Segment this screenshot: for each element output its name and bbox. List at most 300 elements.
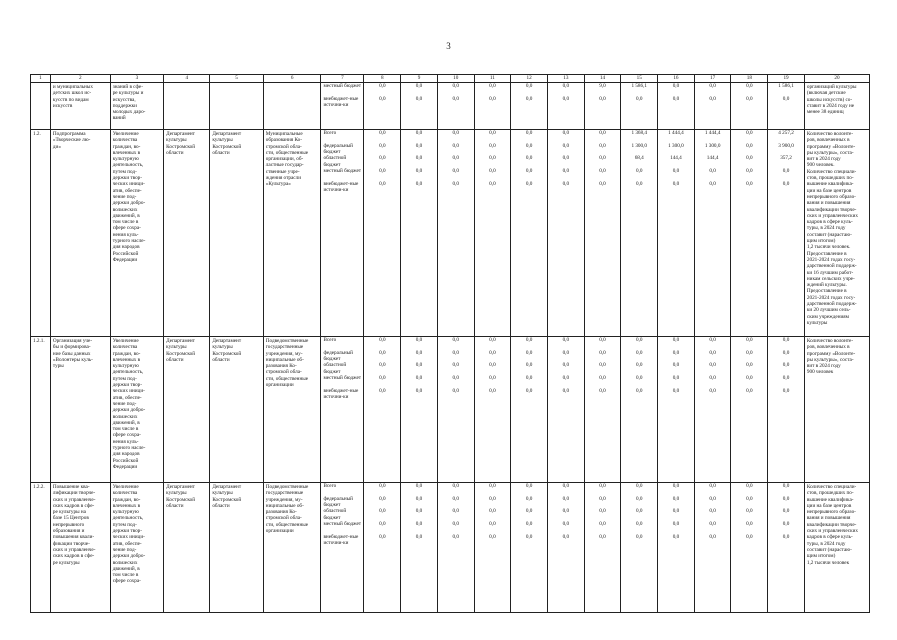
amount-value: 0,0	[672, 387, 680, 394]
header-cell: 18	[731, 75, 768, 83]
amount-value: 0,0	[489, 130, 496, 136]
amount-value: 0,0	[379, 495, 386, 502]
amount-value: 0,0	[746, 155, 753, 162]
amount-cell	[621, 483, 658, 613]
amount-cell	[768, 483, 805, 613]
amount-value: 1 586,1	[631, 83, 647, 89]
amount-value: 3 900,0	[778, 142, 794, 149]
amount-cell	[768, 130, 805, 337]
amount-value: 0,0	[562, 337, 570, 343]
amount-value: 0,0	[562, 130, 570, 136]
amount-value: 0,0	[452, 533, 459, 540]
table-row	[31, 483, 870, 613]
amount-value: 0,0	[415, 142, 423, 149]
amount-value: 0,0	[782, 362, 790, 369]
amount-cell	[547, 337, 584, 483]
row-number-cell	[31, 483, 51, 613]
task-name-cell-text: Организация уче- бы и формирова- ние базы данных «Волонтеры куль- туры	[52, 338, 93, 370]
amount-value: 0,0	[709, 483, 716, 489]
funding-source-cell	[321, 483, 364, 613]
coexecutor-cell	[210, 130, 263, 337]
amount-value: 0,0	[672, 349, 680, 356]
amount-value: 144,4	[706, 155, 719, 162]
amount-value: 0,0	[746, 349, 753, 356]
header-cell: 15	[621, 75, 658, 83]
header-cell: 12	[511, 75, 548, 83]
amount-value: 0,0	[452, 508, 459, 515]
amount-value: 0,0	[635, 362, 643, 369]
amount-value: 0,0	[672, 83, 680, 89]
amount-value: 0,0	[599, 168, 606, 175]
result-cell	[804, 483, 869, 613]
responsible-cell-text: Департамент культуры Костромской области	[166, 484, 196, 509]
amount-value: 0,0	[379, 508, 386, 515]
amount-value: 0,0	[415, 521, 423, 528]
amount-cell	[731, 130, 768, 337]
amount-value: 0,0	[746, 180, 753, 187]
task-name-cell	[50, 483, 110, 613]
funding-source-label: федеральный бюджет	[323, 495, 353, 508]
amount-value: 0,0	[489, 495, 496, 502]
amount-value: 0,0	[746, 337, 753, 343]
amount-value: 0,0	[782, 521, 790, 528]
amount-value: 1 300,0	[631, 142, 647, 149]
amount-value: 0,0	[415, 495, 423, 502]
amount-value: 0,0	[489, 387, 496, 394]
amount-value: 0,0	[452, 83, 459, 89]
amount-value: 0,0	[709, 83, 716, 89]
amount-value: 0,0	[489, 483, 496, 489]
amount-value: 0,0	[672, 337, 680, 343]
amount-cell	[731, 83, 768, 130]
amount-value: 0,0	[379, 387, 386, 394]
amount-cell	[694, 483, 731, 613]
amount-value: 1 586,1	[778, 83, 794, 89]
amount-cell	[658, 130, 695, 337]
table-row	[31, 337, 870, 483]
amount-value: 0,0	[379, 349, 386, 356]
objective-cell	[110, 83, 163, 130]
amount-cell	[437, 130, 474, 337]
page-number: 3	[446, 41, 451, 51]
amount-value: 0,0	[525, 155, 533, 162]
amount-value: 0,0	[452, 168, 459, 175]
amount-cell	[474, 130, 511, 337]
amount-value: 0,0	[782, 533, 790, 540]
participants-cell	[263, 337, 321, 483]
amount-cell	[364, 83, 401, 130]
row-number-cell	[31, 337, 51, 483]
header-cell: 8	[364, 75, 401, 83]
funding-source-label: внебюджет-ные источни-ки	[323, 387, 359, 401]
header-cell: 11	[474, 75, 511, 83]
amount-value: 0,0	[379, 155, 386, 162]
funding-source-label: федеральный бюджет	[323, 142, 353, 155]
amount-cell	[621, 83, 658, 130]
amount-value: 357,2	[780, 155, 792, 162]
amount-cell	[474, 83, 511, 130]
amount-value: 0,0	[746, 168, 753, 175]
amount-value: 0,0	[562, 142, 570, 149]
amount-cell	[694, 130, 731, 337]
amount-value: 0,0	[672, 508, 680, 515]
amount-value: 0,0	[599, 349, 606, 356]
participants-cell	[263, 130, 321, 337]
header-cell: 13	[547, 75, 584, 83]
funding-source-label: местный бюджет	[323, 83, 362, 89]
amount-value: 0,0	[746, 508, 753, 515]
amount-value: 0,0	[672, 533, 680, 540]
participants-cell-text: Муниципальные образования Ко- стромской обла- сти, общественные организации, об- ластные государ- ственные учре- ждения отрасли «Культура»	[265, 131, 309, 188]
amount-value: 0,0	[599, 495, 606, 502]
task-name-cell	[50, 337, 110, 483]
amount-value: 0,0	[452, 495, 459, 502]
amount-value: 0,0	[709, 337, 716, 343]
amount-value: 0,0	[525, 508, 533, 515]
amount-value: 0,0	[635, 180, 643, 187]
amount-cell	[401, 337, 438, 483]
budget-table	[30, 74, 870, 613]
funding-source-label: областной бюджет	[323, 362, 347, 375]
amount-value: 0,0	[452, 483, 459, 489]
responsible-cell	[164, 83, 210, 130]
result-cell-text: Количество специали- стов, прошедших по- вышение квалифика- ции на базе центров непрерывного образо- вания и повышения квалификации творче- ских и управленческих кадров в сфере куль- туры, в 2024 году составит (нарастаю- щим итогом) 1,2 тысячи человек	[806, 484, 859, 566]
amount-value: 0,0	[489, 337, 496, 343]
amount-value: 0,0	[452, 142, 459, 149]
funding-source-cell	[321, 130, 364, 337]
amount-cell	[437, 337, 474, 483]
amount-value: 0,0	[562, 495, 570, 502]
amount-value: 0,0	[599, 362, 606, 369]
amount-value: 0,0	[635, 483, 643, 489]
amount-value: 0,0	[709, 387, 716, 394]
header-cell: 5	[210, 75, 263, 83]
amount-value: 0,0	[782, 375, 790, 382]
amount-value: 0,0	[599, 142, 606, 149]
objective-cell	[110, 130, 163, 337]
amount-value: 0,0	[635, 495, 643, 502]
funding-source-label: Всего	[323, 130, 337, 136]
amount-value: 0,0	[635, 337, 643, 343]
result-cell	[804, 130, 869, 337]
amount-value: 0,0	[415, 533, 423, 540]
amount-cell	[621, 130, 658, 337]
amount-value: 0,0	[525, 349, 533, 356]
header-cell: 14	[584, 75, 621, 83]
amount-value: 0,0	[525, 387, 533, 394]
amount-value: 0,0	[782, 495, 790, 502]
funding-source-label: областной бюджет	[323, 155, 347, 168]
amount-value: 0,0	[489, 508, 496, 515]
amount-value: 0,0	[672, 180, 680, 187]
amount-value: 0,0	[489, 168, 496, 175]
responsible-cell-text: Департамент культуры Костромской области	[166, 131, 196, 156]
result-cell-text: Количество волонте- ров, вовлеченных в программу «Волонте- ры культуры», соста- вит в 2024 году 900 человек	[806, 338, 856, 376]
amount-value: 0,0	[672, 375, 680, 382]
amount-value: 0,0	[709, 375, 716, 382]
amount-value: 0,0	[746, 521, 753, 528]
amount-value: 0,0	[379, 83, 386, 89]
funding-source-cell	[321, 83, 364, 130]
objective-cell-text: Увеличение количества граждан, во- влеченных в культурную деятельность, путем под- держки твор- ческих иници- атив, обеспе- чение под- держки добро- вольческих движений, в том числе в сфере сохра- нения куль- турного насле- дия народов Российской Федерации	[112, 338, 146, 470]
amount-value: 0,0	[709, 362, 716, 369]
amount-value: 0,0	[782, 508, 790, 515]
amount-value: 0,0	[452, 521, 459, 528]
amount-value: 0,0	[672, 362, 680, 369]
amount-value: 0,0	[525, 362, 533, 369]
amount-cell	[694, 337, 731, 483]
amount-cell	[621, 337, 658, 483]
header-row	[31, 75, 870, 83]
amount-value: 0,0	[525, 375, 533, 382]
amount-value: 0,0	[599, 155, 606, 162]
funding-source-cell	[321, 337, 364, 483]
amount-value: 0,0	[562, 533, 570, 540]
amount-value: 0,0	[562, 387, 570, 394]
amount-value: 0,0	[635, 95, 643, 102]
amount-value: 0,0	[489, 155, 496, 162]
amount-cell	[584, 337, 621, 483]
header-cell: 3	[110, 75, 163, 83]
amount-value: 9,0	[599, 83, 606, 89]
amount-value: 0,0	[709, 495, 716, 502]
amount-value: 0,0	[782, 483, 790, 489]
amount-value: 0,0	[452, 375, 459, 382]
amount-value: 0,0	[379, 142, 386, 149]
amount-cell	[511, 483, 548, 613]
amount-value: 0,0	[599, 130, 606, 136]
amount-value: 0,0	[709, 533, 716, 540]
objective-cell	[110, 483, 163, 613]
amount-cell	[768, 83, 805, 130]
amount-value: 0,0	[525, 142, 533, 149]
funding-source-label: внебюджет-ные источни-ки	[323, 95, 359, 108]
funding-source-label: Всего	[323, 337, 337, 343]
funding-source-label: внебюджет-ные источни-ки	[323, 180, 359, 194]
amount-cell	[401, 83, 438, 130]
amount-value: 0,0	[452, 130, 459, 136]
amount-cell	[768, 337, 805, 483]
amount-value: 0,0	[599, 483, 606, 489]
table-row-continuation	[31, 83, 870, 130]
amount-cell	[658, 483, 695, 613]
amount-value: 0,0	[709, 95, 716, 102]
header-cell: 9	[401, 75, 438, 83]
amount-value: 0,0	[635, 521, 643, 528]
amount-value: 0,0	[709, 521, 716, 528]
amount-value: 0,0	[599, 95, 606, 102]
task-name-cell	[50, 83, 110, 130]
funding-source-label: областной бюджет	[323, 508, 347, 521]
amount-value: 0,0	[525, 337, 533, 343]
amount-value: 0,0	[562, 483, 570, 489]
amount-value: 0,0	[379, 362, 386, 369]
coexecutor-cell	[210, 337, 263, 483]
responsible-cell	[164, 337, 210, 483]
amount-value: 0,0	[489, 362, 496, 369]
amount-value: 0,0	[379, 337, 386, 343]
amount-value: 0,0	[489, 83, 496, 89]
amount-value: 0,0	[415, 483, 423, 489]
amount-value: 0,0	[782, 349, 790, 356]
funding-source-label: федеральный бюджет	[323, 349, 353, 362]
amount-value: 0,0	[489, 180, 496, 187]
amount-value: 0,0	[562, 83, 570, 89]
amount-value: 0,0	[672, 495, 680, 502]
amount-value: 4 257,2	[778, 130, 794, 136]
amount-value: 0,0	[672, 95, 680, 102]
amount-value: 0,0	[525, 521, 533, 528]
task-name-cell-text: и муниципальных детских школ ис- кусств по видам искусств	[52, 84, 93, 109]
amount-value: 0,0	[489, 142, 496, 149]
amount-value: 0,0	[525, 168, 533, 175]
responsible-cell-text: Департамент культуры Костромской области	[166, 338, 196, 363]
amount-value: 0,0	[525, 95, 533, 102]
amount-value: 0,0	[415, 155, 423, 162]
header-cell: 19	[768, 75, 805, 83]
amount-value: 0,0	[746, 387, 753, 394]
objective-cell-text: Увеличение количества граждан, во- влеченных в культурную деятельность, путем под- держки твор- ческих иници- атив, обеспе- чение под- держки добро- вольческих движений, в том числе в сфере сохра- нения куль- турного насле- дия народов Российской Федерации	[112, 131, 146, 263]
coexecutor-cell	[210, 83, 263, 130]
result-cell-text: Количество волонте- ров, вовлеченных в программу «Волонте- ры культуры», соста- вит в 2024 году 900 человек. Количество специали- стов, прошедших по- вышение квалифика- ции на базе центров непрерывного образо- вания и повышения квалификации творче- ских и управленческих кадров в сфере куль- туры, в 2024 году составит (нарастаю- щим итогом) 1,2 тысячи человек. Предоставление в 2021-2024 годах госу- дарственной поддерж- ки 16 лучшим работ- никам сельских учре- ждений культуры. Предоставление в 2021-2024 годах госу- дарственной поддерж- ки 20 лучшим сель- ским учреждениям культуры	[806, 131, 859, 326]
amount-cell	[364, 337, 401, 483]
amount-value: 0,0	[452, 387, 459, 394]
amount-cell	[474, 337, 511, 483]
row-number-cell	[31, 83, 51, 130]
amount-cell	[584, 130, 621, 337]
amount-value: 0,0	[525, 130, 533, 136]
result-cell	[804, 83, 869, 130]
amount-value: 0,0	[599, 337, 606, 343]
amount-value: 0,0	[746, 375, 753, 382]
amount-value: 0,0	[746, 95, 753, 102]
amount-cell	[731, 337, 768, 483]
amount-value: 0,0	[452, 362, 459, 369]
amount-value: 1 300,0	[704, 142, 721, 149]
amount-cell	[511, 83, 548, 130]
amount-cell	[364, 130, 401, 337]
amount-value: 144,4	[670, 155, 682, 162]
amount-value: 0,0	[782, 95, 790, 102]
amount-value: 0,0	[746, 362, 753, 369]
amount-value: 0,0	[672, 521, 680, 528]
row-number-cell	[31, 130, 51, 337]
amount-value: 0,0	[415, 168, 423, 175]
header-cell: 16	[658, 75, 695, 83]
amount-value: 0,0	[746, 483, 753, 489]
amount-value: 0,0	[562, 521, 570, 528]
amount-value: 0,0	[452, 337, 459, 343]
amount-cell	[437, 83, 474, 130]
amount-value: 0,0	[415, 337, 423, 343]
coexecutor-cell	[210, 483, 263, 613]
amount-cell	[401, 483, 438, 613]
row-number-cell-text: 1.2.2.	[33, 484, 45, 490]
amount-cell	[658, 337, 695, 483]
amount-value: 0,0	[452, 155, 459, 162]
amount-value: 0,0	[746, 142, 753, 149]
funding-source-label: местный бюджет	[323, 521, 362, 528]
amount-value: 0,0	[709, 508, 716, 515]
amount-value: 0,0	[489, 533, 496, 540]
amount-value: 0,0	[415, 387, 423, 394]
amount-value: 0,0	[379, 483, 386, 489]
coexecutor-cell-text: Департамент культуры Костромской области	[212, 338, 242, 363]
amount-value: 0,0	[782, 180, 790, 187]
amount-value: 0,0	[489, 521, 496, 528]
amount-cell	[364, 483, 401, 613]
amount-value: 0,0	[599, 375, 606, 382]
row-number-cell-text: 1.2.	[33, 131, 41, 137]
amount-value: 0,0	[635, 508, 643, 515]
amount-value: 0,0	[415, 375, 423, 382]
responsible-cell	[164, 483, 210, 613]
amount-value: 0,0	[452, 95, 459, 102]
header-cell: 1	[31, 75, 51, 83]
amount-cell	[547, 130, 584, 337]
task-name-cell-text: Повышение ква- лификации творче- ских и управленче- ских кадров в сфе- ре культуры на базе 15 Центров непрерывного образования и повышения квали- фикации творче- ских и управленче- ских кадров в сфе- ре культуры	[52, 484, 96, 566]
amount-value: 0,0	[379, 168, 386, 175]
amount-value: 0,0	[746, 495, 753, 502]
participants-cell-text: Подведомственные государственные учреждения, му- ниципальные об- разования Ко- стромской обла- сти, общественные организации	[265, 338, 309, 389]
amount-value: 0,0	[415, 83, 423, 89]
amount-value: 0,0	[525, 180, 533, 187]
amount-value: 0,0	[415, 95, 423, 102]
amount-value: 0,0	[672, 483, 680, 489]
objective-cell-text: Увеличение количества граждан, во- влеченных в культурную деятельность, путем под- держки твор- ческих иници- атив, обеспе- чение под- держки добро- вольческих движений, в том числе в сфере сохра-	[112, 484, 146, 585]
responsible-cell	[164, 130, 210, 337]
funding-source-label: местный бюджет	[323, 375, 362, 382]
amount-value: 0,0	[562, 155, 570, 162]
amount-value: 0,0	[415, 180, 423, 187]
amount-value: 0,0	[525, 483, 533, 489]
amount-cell	[731, 483, 768, 613]
amount-value: 0,0	[746, 130, 753, 136]
amount-value: 0,0	[599, 180, 606, 187]
header-cell: 10	[437, 75, 474, 83]
table-row	[31, 130, 870, 337]
amount-value: 0,0	[379, 95, 386, 102]
participants-cell	[263, 483, 321, 613]
result-cell-text: организаций культуры (включая детские школы искусств) со- ставит в 2024 году не менее 38 единиц	[806, 84, 857, 116]
amount-value: 0,0	[746, 533, 753, 540]
amount-value: 0,0	[562, 508, 570, 515]
amount-value: 0,0	[525, 83, 533, 89]
amount-value: 0,0	[782, 337, 790, 343]
amount-cell	[547, 83, 584, 130]
amount-value: 0,0	[782, 387, 790, 394]
amount-value: 0,0	[562, 180, 570, 187]
amount-value: 0,0	[415, 130, 423, 136]
amount-value: 68,4	[634, 155, 644, 162]
amount-value: 0,0	[379, 521, 386, 528]
amount-value: 0,0	[635, 533, 643, 540]
task-name-cell-text: Подпрограмма «Творческие лю- ди»	[52, 131, 91, 150]
amount-value: 0,0	[672, 168, 680, 175]
amount-value: 0,0	[415, 508, 423, 515]
amount-value: 0,0	[709, 349, 716, 356]
header-cell: 6	[263, 75, 321, 83]
amount-cell	[474, 483, 511, 613]
amount-value: 0,0	[452, 349, 459, 356]
amount-cell	[511, 130, 548, 337]
amount-cell	[401, 130, 438, 337]
funding-source-label: местный бюджет	[323, 168, 362, 175]
amount-value: 0,0	[599, 387, 606, 394]
participants-cell	[263, 83, 321, 130]
objective-cell-text: знаний в сфе- ре культуры и искусства, поддержки молодых даро- ваний	[112, 84, 146, 122]
amount-cell	[694, 83, 731, 130]
